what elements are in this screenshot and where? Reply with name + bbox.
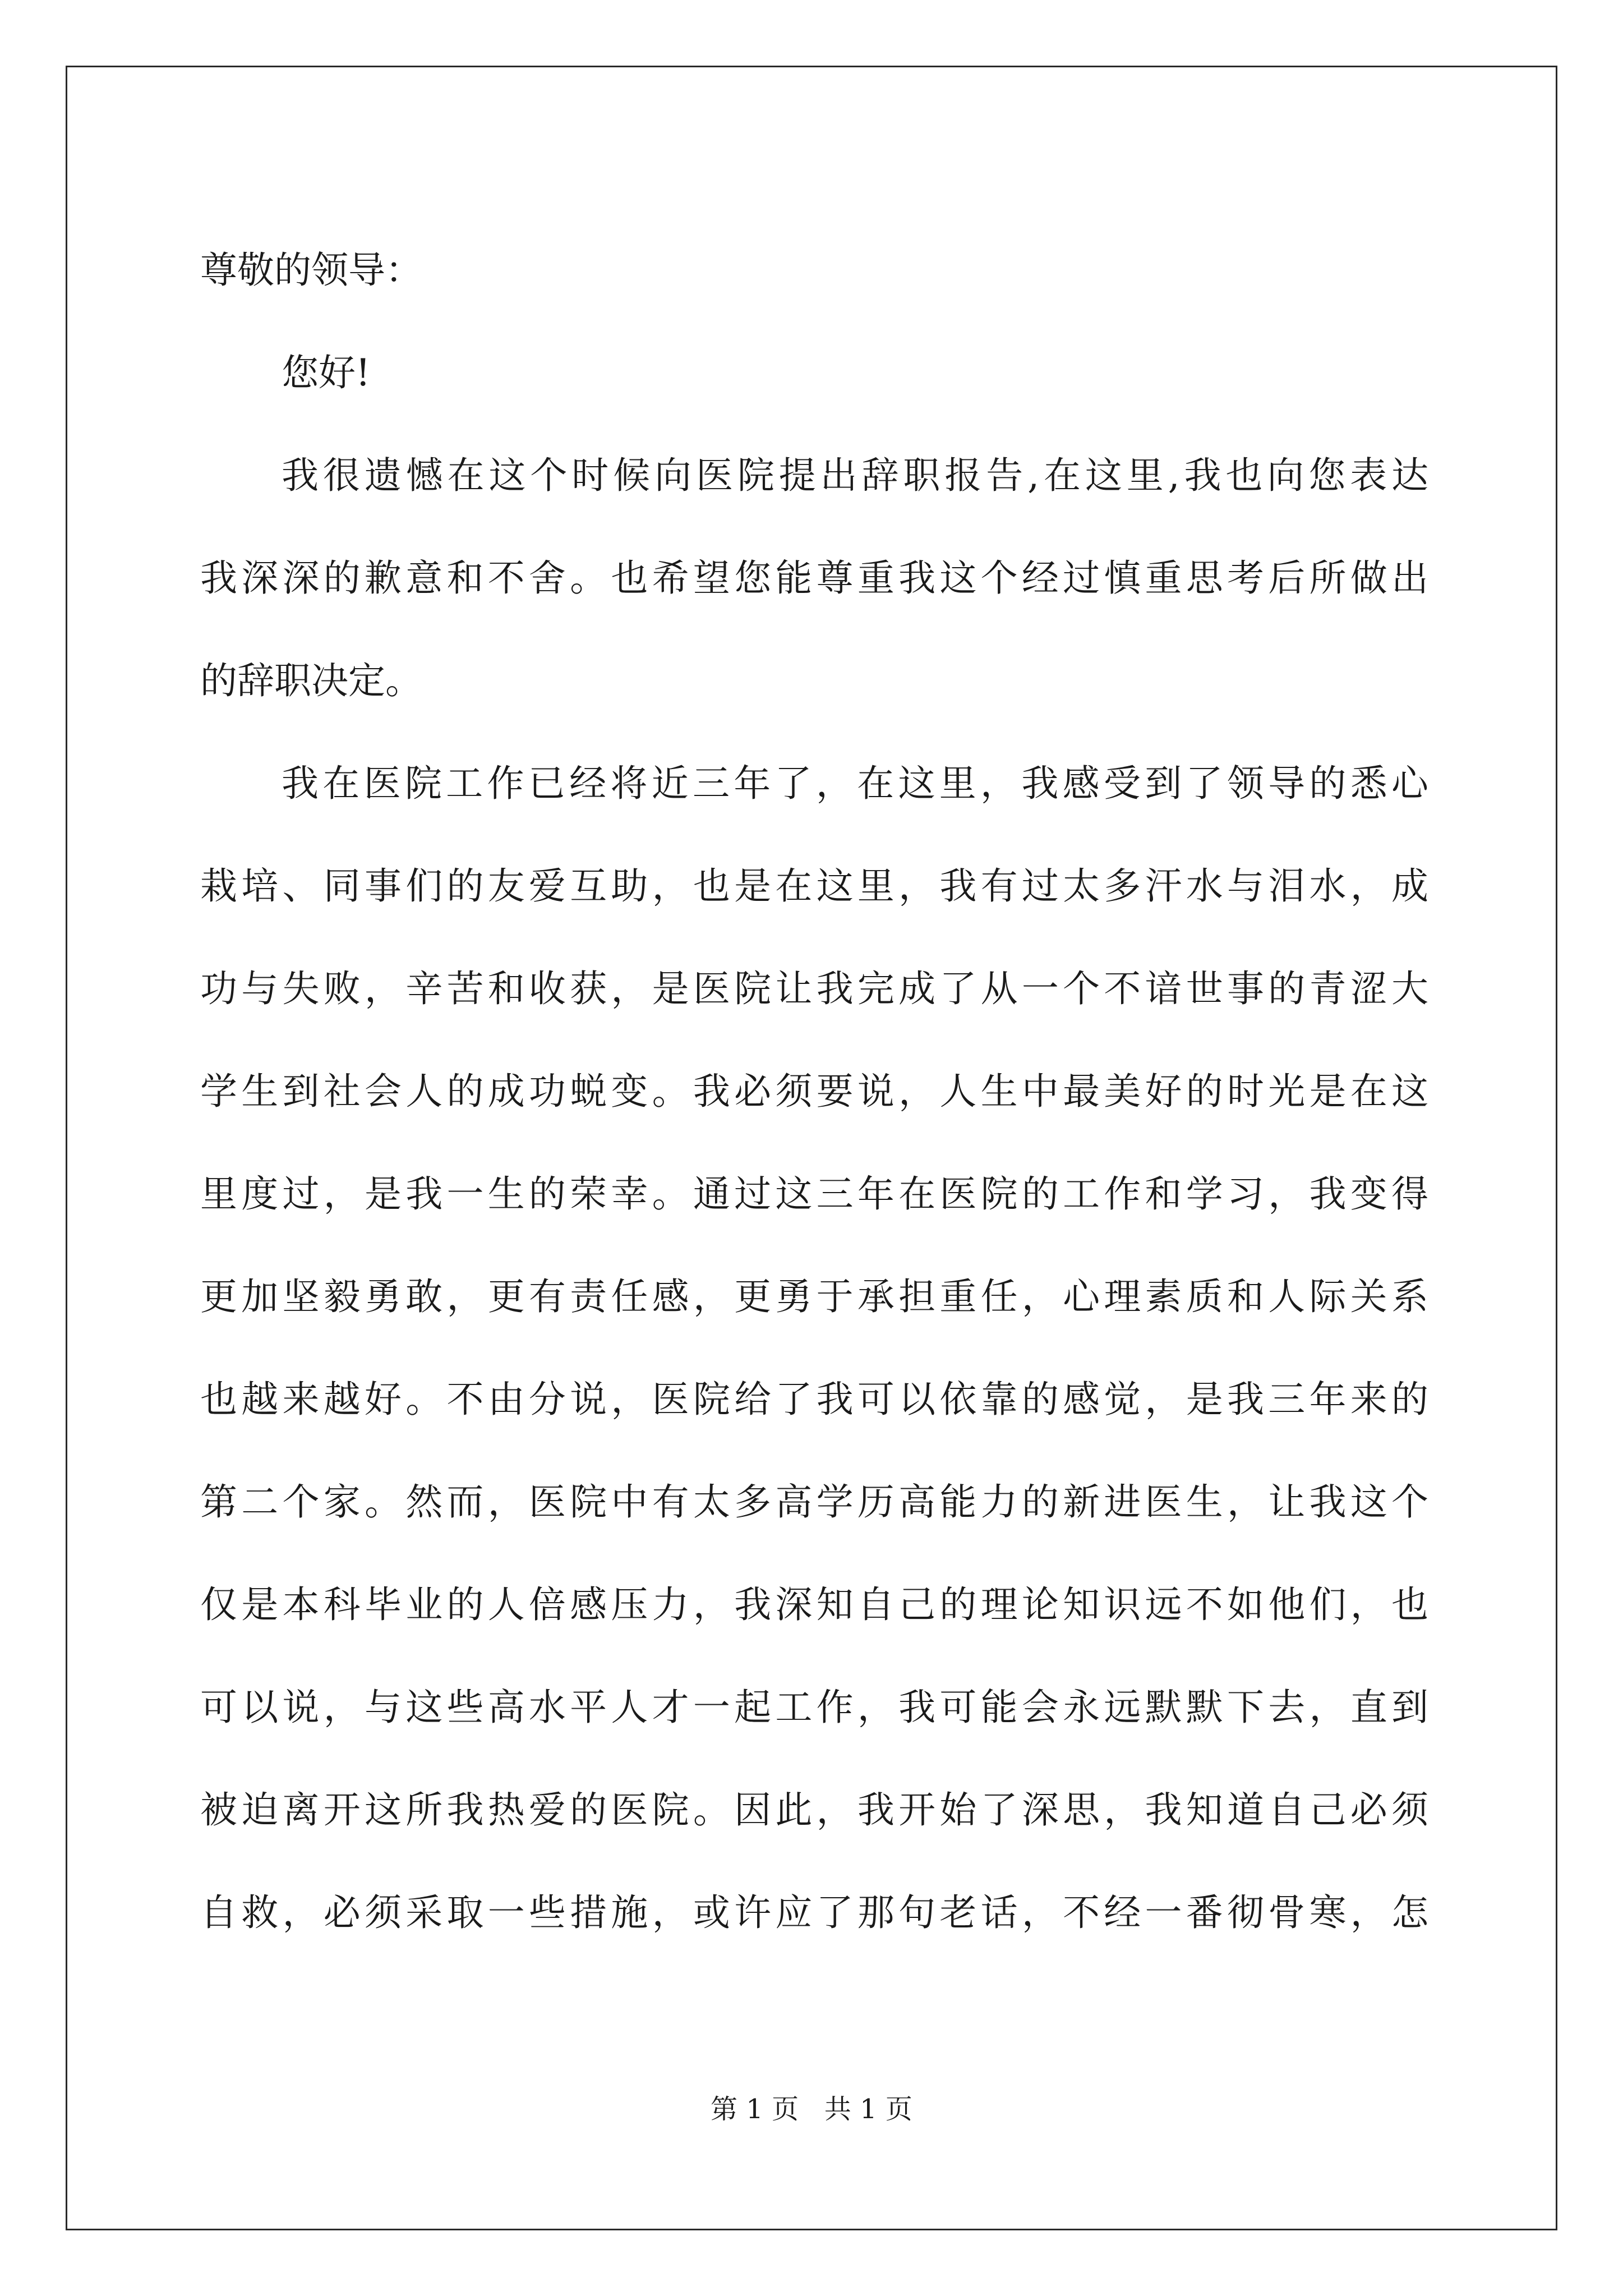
paragraph-line: 第二个家。然而，医院中有太多高学历高能力的新进医生，让我这个 <box>200 1480 1428 1524</box>
paragraph-line: 功与失败，辛苦和收获，是医院让我完成了从一个不谙世事的青涩大 <box>200 967 1428 1010</box>
paragraph-line: 也越来越好。不由分说，医院给了我可以依靠的感觉，是我三年来的 <box>200 1378 1428 1421</box>
paragraph-line: 被迫离开这所我热爱的医院。因此，我开始了深思，我知道自己必须 <box>200 1788 1428 1832</box>
letter-body <box>200 219 1428 1964</box>
paragraph-line: 我很遗憾在这个时候向医院提出辞职报告,在这里,我也向您表达 <box>282 454 1428 497</box>
paragraph-line: 里度过，是我一生的荣幸。通过这三年在医院的工作和学习，我变得 <box>200 1172 1428 1216</box>
paragraph-line: 仅是本科毕业的人倍感压力，我深知自己的理论知识远不如他们，也 <box>200 1583 1428 1626</box>
paragraph-line: 栽培、同事们的友爱互助，也是在这里，我有过太多汗水与泪水，成 <box>200 864 1428 908</box>
greeting: 您好! <box>282 351 371 394</box>
page-number: 第 1 页 共 1 页 <box>711 2093 912 2125</box>
paragraph-2 <box>200 732 1428 1964</box>
paragraph-line: 自救，必须采取一些措施，或许应了那句老话，不经一番彻骨寒，怎 <box>200 1891 1428 1934</box>
salutation: 尊敬的领导： <box>200 249 422 292</box>
paragraph-line: 学生到社会人的成功蜕变。我必须要说，人生中最美好的时光是在这 <box>200 1070 1428 1113</box>
paragraph-line: 我在医院工作已经将近三年了，在这里，我感受到了领导的悉心 <box>282 762 1428 805</box>
paragraph-line: 的辞职决定。 <box>200 659 422 702</box>
paragraph-line: 更加坚毅勇敢，更有责任感，更勇于承担重任，心理素质和人际关系 <box>200 1275 1428 1318</box>
paragraph-1 <box>200 424 1428 732</box>
paragraph-line: 可以说，与这些高水平人才一起工作，我可能会永远默默下去，直到 <box>200 1686 1428 1729</box>
paragraph-line: 我深深的歉意和不舍。也希望您能尊重我这个经过慎重思考后所做出 <box>200 556 1428 600</box>
